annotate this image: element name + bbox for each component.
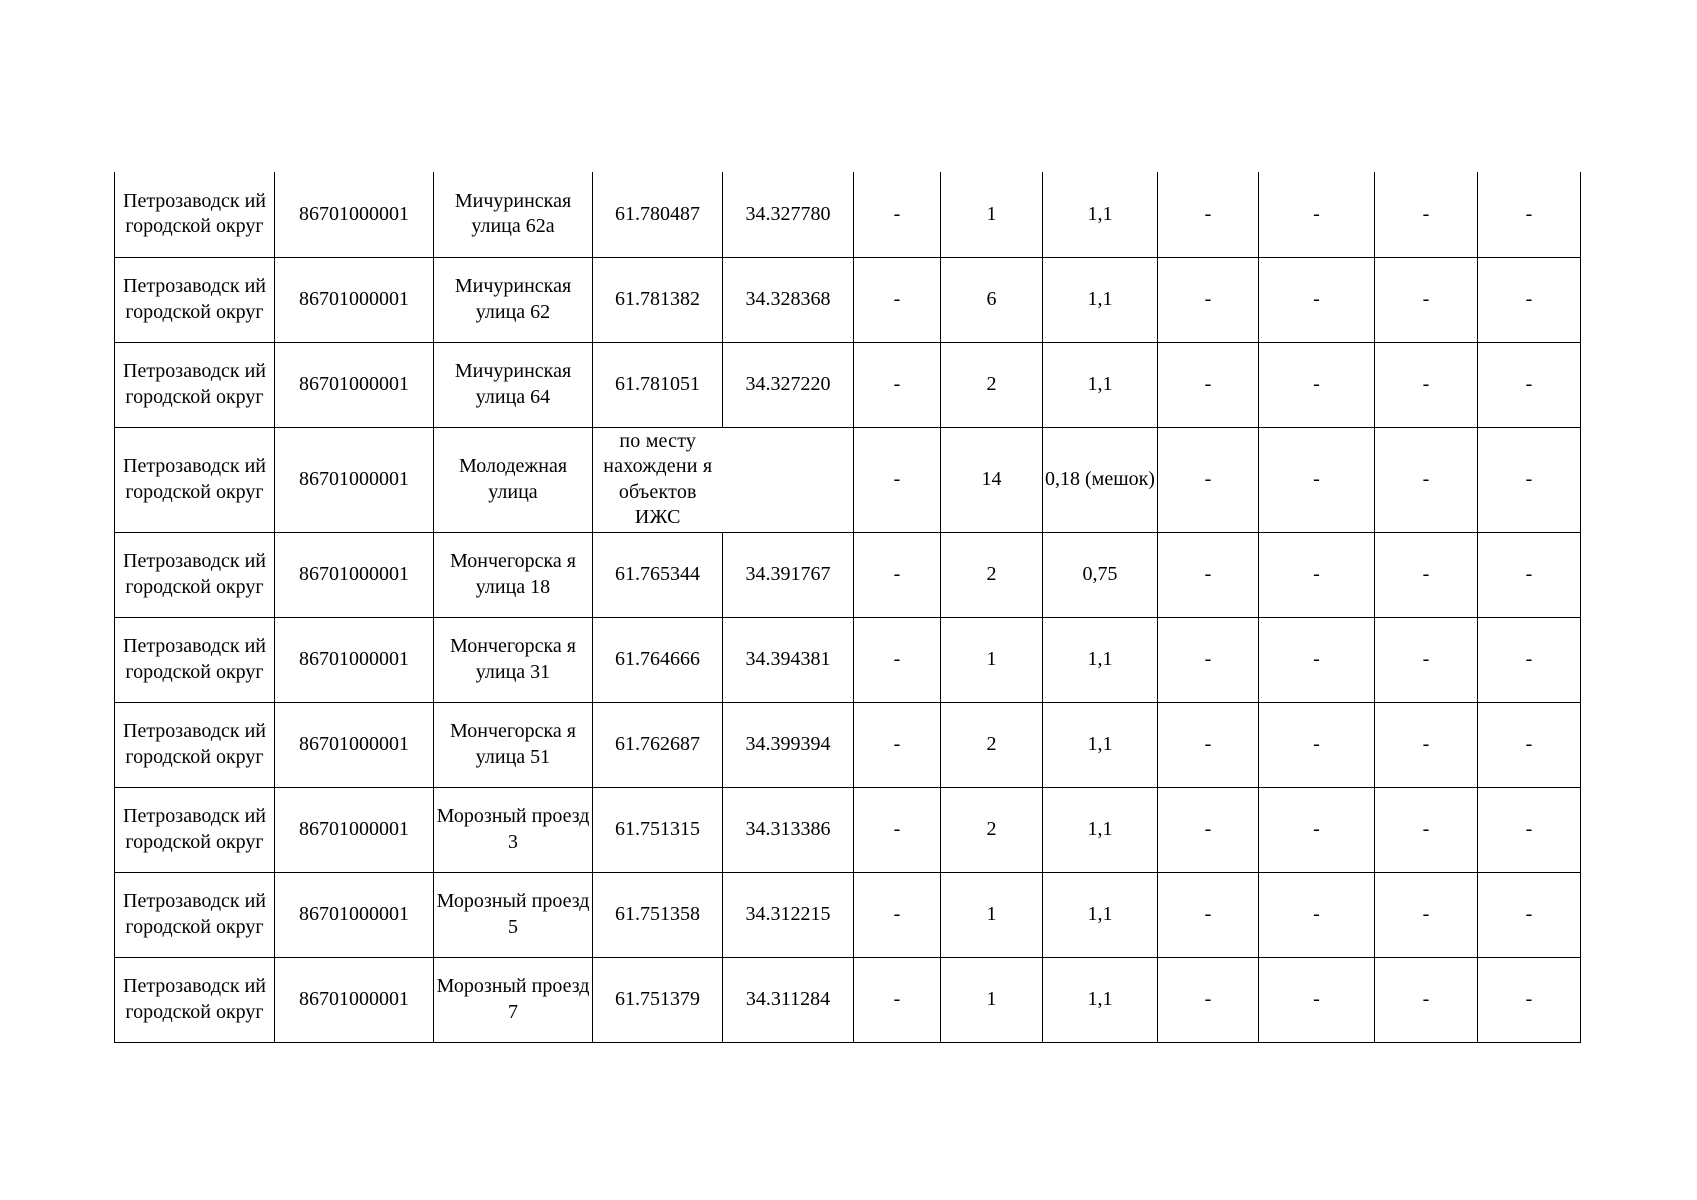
- oktmo-code-cell: 86701000001: [275, 172, 434, 257]
- municipality-cell: Петрозаводск ий городской округ: [115, 617, 275, 702]
- dash-cell: -: [1375, 787, 1478, 872]
- dash-cell: -: [1259, 787, 1375, 872]
- latitude-cell: 61.751379: [593, 957, 723, 1042]
- oktmo-code-cell: 86701000001: [275, 342, 434, 427]
- longitude-cell: 34.394381: [723, 617, 854, 702]
- dash-cell: -: [854, 532, 941, 617]
- municipality-cell: Петрозаводск ий городской округ: [115, 172, 275, 257]
- address-cell: Мончегорска я улица 51: [434, 702, 593, 787]
- dash-cell: -: [1375, 617, 1478, 702]
- dash-cell: -: [1375, 342, 1478, 427]
- dash-cell: -: [1478, 532, 1581, 617]
- municipality-cell: Петрозаводск ий городской округ: [115, 872, 275, 957]
- container-volume-cell: 1,1: [1043, 957, 1158, 1042]
- longitude-cell: 34.313386: [723, 787, 854, 872]
- longitude-cell: 34.327220: [723, 342, 854, 427]
- dash-cell: -: [1478, 957, 1581, 1042]
- table-row: [115, 957, 1581, 1042]
- oktmo-code-cell: 86701000001: [275, 957, 434, 1042]
- container-count-cell: 2: [941, 702, 1043, 787]
- dash-cell: -: [1259, 257, 1375, 342]
- dash-cell: -: [854, 172, 941, 257]
- dash-cell: -: [854, 617, 941, 702]
- table-row: [115, 702, 1581, 787]
- table-row: [115, 872, 1581, 957]
- latitude-cell: 61.781382: [593, 257, 723, 342]
- latitude-cell: 61.765344: [593, 532, 723, 617]
- dash-cell: -: [1158, 787, 1259, 872]
- municipality-cell: Петрозаводск ий городской округ: [115, 427, 275, 532]
- dash-cell: -: [1478, 702, 1581, 787]
- container-sites-table: [114, 172, 1581, 1043]
- dash-cell: -: [854, 957, 941, 1042]
- dash-cell: -: [1158, 872, 1259, 957]
- address-cell: Мичуринская улица 62: [434, 257, 593, 342]
- dash-cell: -: [1478, 872, 1581, 957]
- empty-coordinate-cell: [723, 427, 854, 532]
- dash-cell: -: [1375, 257, 1478, 342]
- dash-cell: -: [1478, 427, 1581, 532]
- oktmo-code-cell: 86701000001: [275, 257, 434, 342]
- dash-cell: -: [1478, 342, 1581, 427]
- table-row: [115, 342, 1581, 427]
- latitude-cell: 61.764666: [593, 617, 723, 702]
- location-note-cell: по месту нахождени я объектов ИЖС: [593, 427, 723, 532]
- table-row: [115, 172, 1581, 257]
- dash-cell: -: [1158, 957, 1259, 1042]
- latitude-cell: 61.780487: [593, 172, 723, 257]
- municipality-cell: Петрозаводск ий городской округ: [115, 957, 275, 1042]
- container-volume-cell: 1,1: [1043, 872, 1158, 957]
- address-cell: Молодежная улица: [434, 427, 593, 532]
- dash-cell: -: [1259, 172, 1375, 257]
- oktmo-code-cell: 86701000001: [275, 427, 434, 532]
- address-cell: Мончегорска я улица 18: [434, 532, 593, 617]
- container-count-cell: 6: [941, 257, 1043, 342]
- latitude-cell: 61.762687: [593, 702, 723, 787]
- table-row: [115, 617, 1581, 702]
- latitude-cell: 61.781051: [593, 342, 723, 427]
- table-row: [115, 787, 1581, 872]
- dash-cell: -: [1158, 532, 1259, 617]
- oktmo-code-cell: 86701000001: [275, 532, 434, 617]
- dash-cell: -: [1158, 427, 1259, 532]
- dash-cell: -: [854, 702, 941, 787]
- table-row: [115, 427, 1581, 532]
- container-count-cell: 1: [941, 172, 1043, 257]
- address-cell: Морозный проезд 5: [434, 872, 593, 957]
- container-count-cell: 2: [941, 532, 1043, 617]
- container-volume-cell: 0,18 (мешок): [1043, 427, 1158, 532]
- container-count-cell: 2: [941, 787, 1043, 872]
- municipality-cell: Петрозаводск ий городской округ: [115, 532, 275, 617]
- longitude-cell: 34.311284: [723, 957, 854, 1042]
- dash-cell: -: [1478, 787, 1581, 872]
- container-volume-cell: 1,1: [1043, 702, 1158, 787]
- dash-cell: -: [1478, 172, 1581, 257]
- dash-cell: -: [1158, 617, 1259, 702]
- container-count-cell: 1: [941, 872, 1043, 957]
- address-cell: Мичуринская улица 62а: [434, 172, 593, 257]
- dash-cell: -: [1375, 172, 1478, 257]
- container-volume-cell: 1,1: [1043, 257, 1158, 342]
- oktmo-code-cell: 86701000001: [275, 617, 434, 702]
- dash-cell: -: [1375, 532, 1478, 617]
- dash-cell: -: [1158, 702, 1259, 787]
- dash-cell: -: [1259, 532, 1375, 617]
- address-cell: Мичуринская улица 64: [434, 342, 593, 427]
- container-volume-cell: 1,1: [1043, 172, 1158, 257]
- latitude-cell: 61.751358: [593, 872, 723, 957]
- municipality-cell: Петрозаводск ий городской округ: [115, 257, 275, 342]
- dash-cell: -: [1259, 617, 1375, 702]
- table-row: [115, 257, 1581, 342]
- municipality-cell: Петрозаводск ий городской округ: [115, 702, 275, 787]
- municipality-cell: Петрозаводск ий городской округ: [115, 342, 275, 427]
- dash-cell: -: [1259, 427, 1375, 532]
- dash-cell: -: [1158, 172, 1259, 257]
- dash-cell: -: [1158, 342, 1259, 427]
- dash-cell: -: [1375, 702, 1478, 787]
- dash-cell: -: [1158, 257, 1259, 342]
- longitude-cell: 34.312215: [723, 872, 854, 957]
- container-volume-cell: 0,75: [1043, 532, 1158, 617]
- dash-cell: -: [854, 257, 941, 342]
- dash-cell: -: [854, 872, 941, 957]
- dash-cell: -: [1259, 702, 1375, 787]
- container-volume-cell: 1,1: [1043, 787, 1158, 872]
- dash-cell: -: [854, 427, 941, 532]
- container-volume-cell: 1,1: [1043, 617, 1158, 702]
- container-count-cell: 1: [941, 957, 1043, 1042]
- oktmo-code-cell: 86701000001: [275, 702, 434, 787]
- container-count-cell: 1: [941, 617, 1043, 702]
- longitude-cell: 34.327780: [723, 172, 854, 257]
- dash-cell: -: [1259, 957, 1375, 1042]
- longitude-cell: 34.399394: [723, 702, 854, 787]
- dash-cell: -: [1259, 342, 1375, 427]
- address-cell: Морозный проезд 3: [434, 787, 593, 872]
- longitude-cell: 34.328368: [723, 257, 854, 342]
- oktmo-code-cell: 86701000001: [275, 787, 434, 872]
- dash-cell: -: [1375, 872, 1478, 957]
- container-count-cell: 2: [941, 342, 1043, 427]
- dash-cell: -: [854, 342, 941, 427]
- container-count-cell: 14: [941, 427, 1043, 532]
- dash-cell: -: [1259, 872, 1375, 957]
- municipality-cell: Петрозаводск ий городской округ: [115, 787, 275, 872]
- table-body: [115, 172, 1581, 1042]
- container-volume-cell: 1,1: [1043, 342, 1158, 427]
- address-cell: Мончегорска я улица 31: [434, 617, 593, 702]
- latitude-cell: 61.751315: [593, 787, 723, 872]
- oktmo-code-cell: 86701000001: [275, 872, 434, 957]
- dash-cell: -: [1375, 957, 1478, 1042]
- longitude-cell: 34.391767: [723, 532, 854, 617]
- dash-cell: -: [854, 787, 941, 872]
- dash-cell: -: [1375, 427, 1478, 532]
- table-row: [115, 532, 1581, 617]
- dash-cell: -: [1478, 617, 1581, 702]
- address-cell: Морозный проезд 7: [434, 957, 593, 1042]
- dash-cell: -: [1478, 257, 1581, 342]
